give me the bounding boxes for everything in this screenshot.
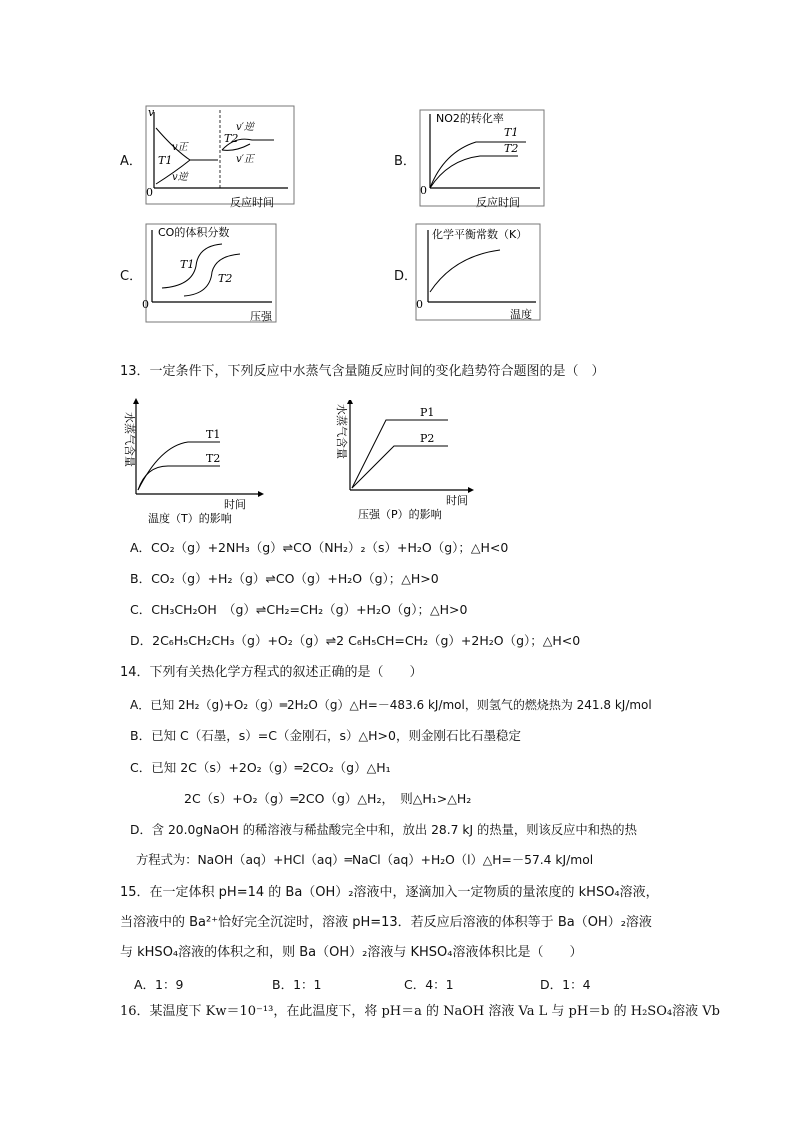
axis-y-label: 水蒸气含量 bbox=[335, 404, 348, 459]
graph-12a bbox=[140, 100, 300, 212]
v-ni2-label: v′逆 bbox=[236, 122, 254, 133]
curve-t1-label: T1 bbox=[180, 258, 195, 271]
q13-stem: 13．一定条件下，下列反应中水蒸气含量随反应时间的变化趋势符合题图的是（ ） bbox=[120, 364, 605, 379]
q13-option-d: D．2C₆H₅CH₂CH₃（g）+O₂（g）⇌2 C₆H₅CH=CH₂（g）+2H₂O（g）；△H<0 bbox=[130, 633, 581, 648]
graph-caption: 压强（P）的影响 bbox=[358, 508, 442, 521]
q15-option-b: B．1：1 bbox=[272, 977, 322, 992]
axis-y-label: CO的体积分数 bbox=[158, 226, 230, 239]
axis-x-label: 反应时间 bbox=[230, 196, 274, 209]
option-label-c: C． bbox=[120, 269, 143, 284]
graph-12c bbox=[140, 222, 280, 326]
v-ni-label: v逆 bbox=[172, 172, 188, 183]
axis-y-label: v bbox=[148, 106, 155, 119]
v-zheng2-label: v′正 bbox=[236, 154, 254, 165]
q14-stem: 14．下列有关热化学方程式的叙述正确的是（ ） bbox=[120, 665, 423, 680]
graph-12b bbox=[414, 104, 550, 212]
origin-label: 0 bbox=[420, 184, 427, 197]
q14-option-d-line1: D．含 20.0gNaOH 的稀溶液与稀盐酸完全中和，放出 28.7 kJ 的热量，则该反应中和热的热 bbox=[130, 823, 637, 837]
option-label-d: D． bbox=[394, 269, 418, 284]
graph-12d bbox=[414, 222, 544, 324]
q14-option-c-line1: C．已知 2C（s）+2O₂（g）═2CO₂（g）△H₁ bbox=[130, 760, 391, 775]
curve-t2-label: T2 bbox=[206, 452, 221, 465]
t1-label: T1 bbox=[158, 154, 173, 167]
option-label-a: A． bbox=[120, 154, 142, 169]
origin-label: 0 bbox=[416, 298, 423, 311]
q15-line1: 15．在一定体积 pH=14 的 Ba（OH）₂溶液中，逐滴加入一定物质的量浓度的 kHSO₄溶液， bbox=[120, 885, 659, 900]
axis-y-label: 水蒸气含量 bbox=[123, 412, 136, 467]
curve-t2-label: T2 bbox=[218, 272, 233, 285]
axis-x-label: 反应时间 bbox=[476, 196, 520, 209]
q15-line3: 与 kHSO₄溶液的体积之和，则 Ba（OH）₂溶液与 KHSO₄溶液体积比是（ ） bbox=[120, 945, 583, 960]
curve-p2-label: P2 bbox=[420, 432, 435, 445]
q14-option-c-line2: 2C（s）+O₂（g）═2CO（g）△H₂， 则△H₁>△H₂ bbox=[184, 791, 472, 806]
q14-option-a: A．已知 2H₂（g)+O₂（g）═2H₂O（g）△H=－483.6 kJ/mol，则氢气的燃烧热为 241.8 kJ/mol bbox=[130, 698, 652, 712]
q13-option-c: C．CH₃CH₂OH （g）⇌CH₂=CH₂（g）+H₂O（g）；△H>0 bbox=[130, 602, 468, 617]
graph-13-temperature bbox=[120, 398, 270, 528]
q14-option-b: B．已知 C（石墨，s）=C（金刚石，s）△H>0，则金刚石比石墨稳定 bbox=[130, 728, 521, 743]
q15-option-d: D．1：4 bbox=[540, 977, 591, 992]
axis-y-label: 化学平衡常数（K） bbox=[432, 228, 528, 241]
t2-label: T2 bbox=[224, 132, 239, 145]
q15-option-a: A．1：9 bbox=[134, 977, 184, 992]
q16-line1: 16．某温度下 Kw＝10⁻¹³，在此温度下，将 pH＝a 的 NaOH 溶液 Va L 与 pH＝b 的 H₂SO₄溶液 Vb bbox=[120, 1004, 720, 1019]
graph-caption: 温度（T）的影响 bbox=[148, 512, 232, 525]
q15-option-c: C．4：1 bbox=[404, 977, 454, 992]
axis-x-label: 压强 bbox=[250, 310, 272, 323]
curve-t2-label: T2 bbox=[504, 142, 519, 155]
axis-x-label: 温度 bbox=[510, 308, 532, 321]
q14-option-d-line2: 方程式为：NaOH（aq）+HCl（aq）═NaCl（aq）+H₂O（l）△H=－57.4 kJ/mol bbox=[136, 853, 594, 867]
option-label-b: B． bbox=[394, 154, 416, 169]
q13-option-a: A．CO₂（g）+2NH₃（g）⇌CO（NH₂）₂（s）+H₂O（g）；△H<0 bbox=[130, 540, 509, 555]
curve-t1-label: T1 bbox=[504, 126, 519, 139]
q13-option-b: B．CO₂（g）+H₂（g）⇌CO（g）+H₂O（g）；△H>0 bbox=[130, 571, 439, 586]
axis-x-label: 时间 bbox=[446, 494, 468, 507]
graph-13-pressure bbox=[330, 400, 480, 528]
axis-x-label: 时间 bbox=[224, 498, 246, 511]
axis-y-label: NO2的转化率 bbox=[436, 112, 504, 125]
v-zheng-label: v正 bbox=[172, 142, 188, 153]
origin-label: 0 bbox=[142, 298, 149, 311]
curve-p1-label: P1 bbox=[420, 406, 435, 419]
curve-t1-label: T1 bbox=[206, 428, 221, 441]
q15-line2: 当溶液中的 Ba²⁺恰好完全沉淀时，溶液 pH=13．若反应后溶液的体积等于 Ba（OH）₂溶液 bbox=[120, 915, 652, 930]
origin-label: 0 bbox=[146, 186, 153, 199]
